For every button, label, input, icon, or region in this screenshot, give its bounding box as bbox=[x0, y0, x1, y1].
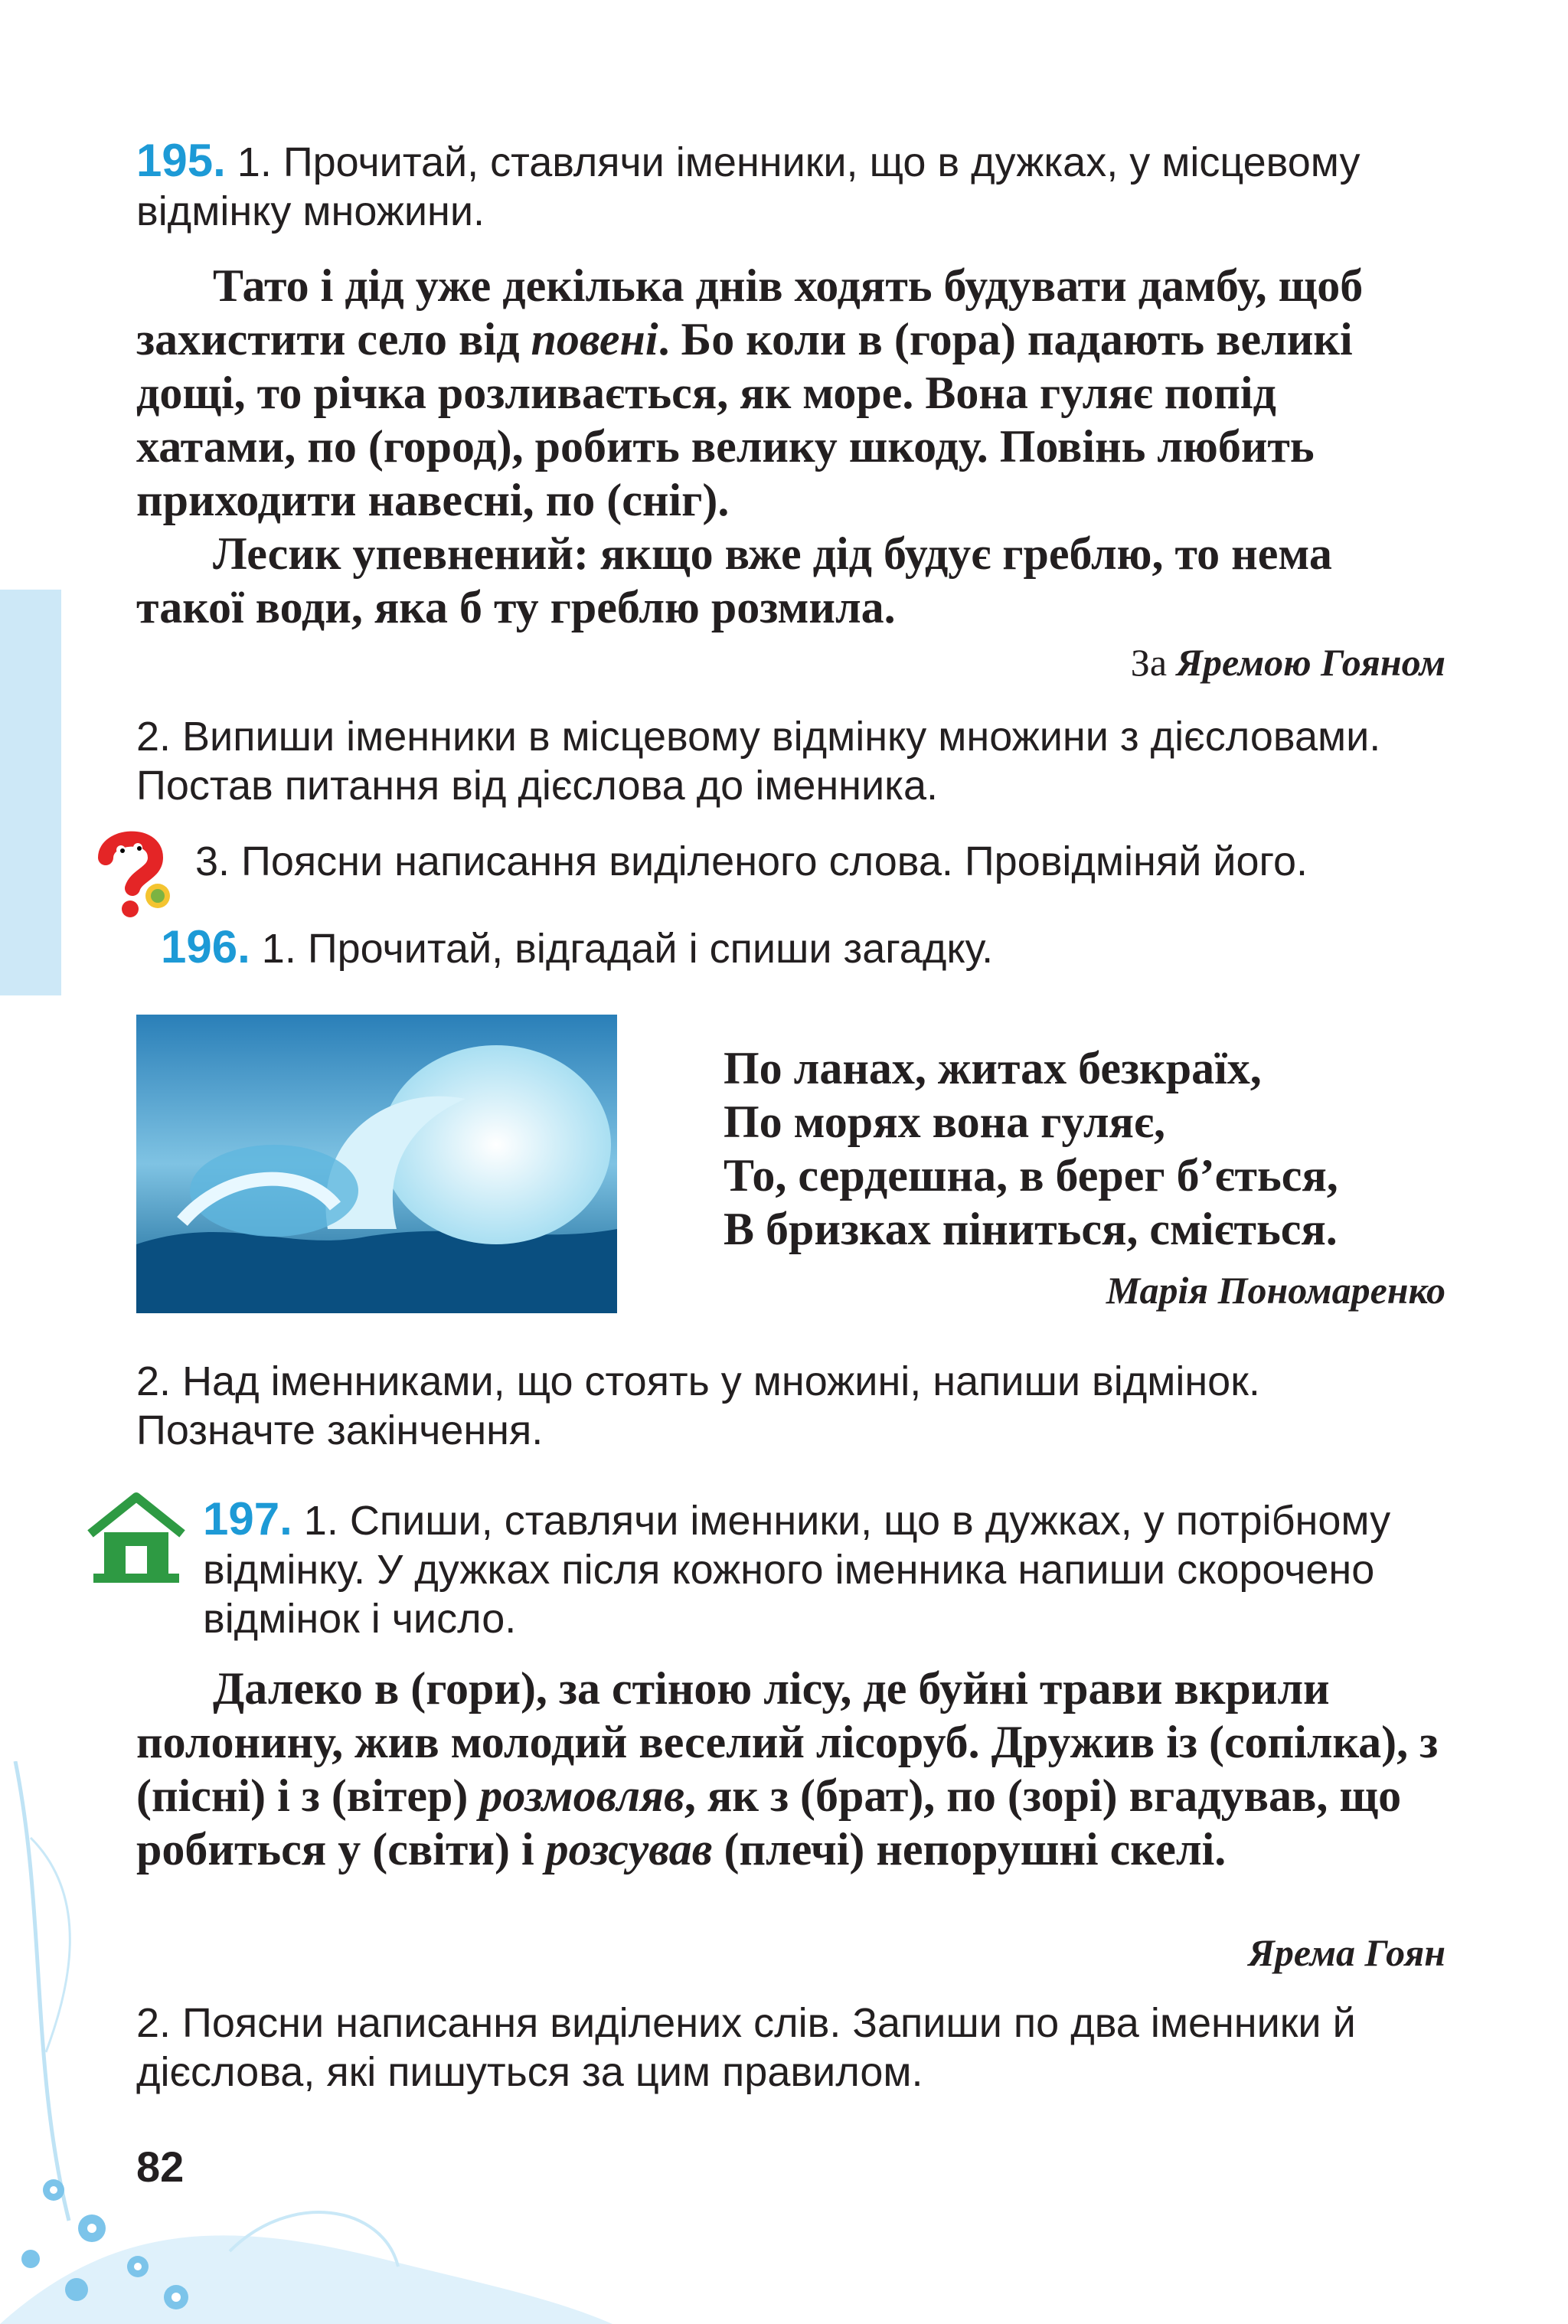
ex196-author bbox=[1106, 1267, 1446, 1313]
ex197-task1 bbox=[203, 1495, 1443, 1643]
question-mark-icon bbox=[83, 823, 182, 927]
ex195-text-paragraph-2 bbox=[136, 527, 1442, 634]
poem-line: По морях вона гуляє, bbox=[724, 1097, 1165, 1147]
side-color-bar bbox=[0, 590, 61, 995]
ex196-task1-text: 1. Прочитай, відгадай і спиши загадку. bbox=[261, 926, 994, 972]
wave-photo bbox=[136, 1015, 617, 1313]
poem-line: По ланах, житах безкраїх, bbox=[724, 1043, 1262, 1093]
ex196-task1 bbox=[161, 923, 1466, 973]
page-number: 82 bbox=[136, 2143, 185, 2191]
ex195-author bbox=[1131, 639, 1446, 685]
ex197-text-a: Далеко в (гори), за стіною лісу, де буйні трави вкрили полонину, жив молодий веселий лісоруб. Дружив із (сопілка), з (пісні) і з (вітер) bbox=[136, 1663, 1439, 1821]
ex197-author bbox=[1248, 1930, 1446, 1976]
highlighted-word: повені bbox=[531, 314, 658, 364]
author-name: Марія Пономаренко bbox=[1106, 1269, 1446, 1312]
ex195-task1-text: 1. Прочитай, ставлячи іменники, що в дужках, у місцевому відмінку множини. bbox=[136, 139, 1361, 234]
ex197-task1-text: 1. Спиши, ставлячи іменники, що в дужках, у потрібному відмінку. У дужках після кожного іменника напиши скорочено відмінок і число. bbox=[203, 1498, 1391, 1642]
ex197-number: 197. bbox=[203, 1493, 292, 1544]
floral-corner-decoration bbox=[0, 1761, 612, 2324]
ex195-number: 195. bbox=[136, 135, 226, 186]
ex196-task2 bbox=[136, 1357, 1442, 1455]
ex195-task3-text: 3. Поясни написання виділеного слова. Провідміняй його. bbox=[195, 838, 1308, 884]
highlighted-word: розмовляв bbox=[479, 1770, 684, 1821]
ex195-text-a: Тато і дід уже декілька днів ходять будувати дамбу, щоб захистити село від bbox=[136, 260, 1364, 364]
ex195-text-paragraph-1 bbox=[136, 259, 1442, 527]
highlighted-word: розсував bbox=[545, 1824, 713, 1875]
poem-line: То, сердешна, в берег б’ється, bbox=[724, 1150, 1338, 1201]
homework-house-icon bbox=[83, 1489, 190, 1593]
ex197-text-c: (плечі) непорушні скелі. bbox=[712, 1824, 1227, 1875]
ex195-task2 bbox=[136, 712, 1442, 810]
ex195-task2-text: 2. Випиши іменники в місцевому відмінку множини з дієсловами. Постав питання від дієслова до іменника. bbox=[136, 714, 1381, 809]
author-prefix: За bbox=[1130, 641, 1168, 684]
ex196-number: 196. bbox=[161, 921, 250, 972]
ex196-task2-text: 2. Над іменниками, що стоять у множині, напиши відмінок. Позначте закінчення. bbox=[136, 1358, 1260, 1453]
ex195-task1 bbox=[136, 136, 1442, 236]
author-name: Ярема Гоян bbox=[1248, 1931, 1446, 1974]
poem-line: В бризках піниться, сміється. bbox=[724, 1204, 1338, 1254]
ex195-text-b: . Бо коли в (гора) падають великі дощі, то річка розливається, як море. Вона гуляє попід хатами, по (город), робить велику шкоду. Повінь любить приходити навесні, по (сніг). bbox=[136, 314, 1353, 525]
ex195-task3 bbox=[195, 837, 1443, 886]
ex197-text-b: , як з (брат), по (зорі) вгадував, що робиться у (світи) і bbox=[136, 1770, 1402, 1875]
riddle-poem bbox=[724, 1041, 1459, 1256]
author-name: Яремою Гояном bbox=[1176, 641, 1446, 684]
ex195-text-p2: Лесик упевнений: якщо вже дід будує греблю, то нема такої води, яка б ту греблю розмила. bbox=[136, 528, 1332, 632]
ex197-task2-text: 2. Поясни написання виділених слів. Запиши по два іменники й дієслова, які пишуться за цим правилом. bbox=[136, 2000, 1356, 2095]
